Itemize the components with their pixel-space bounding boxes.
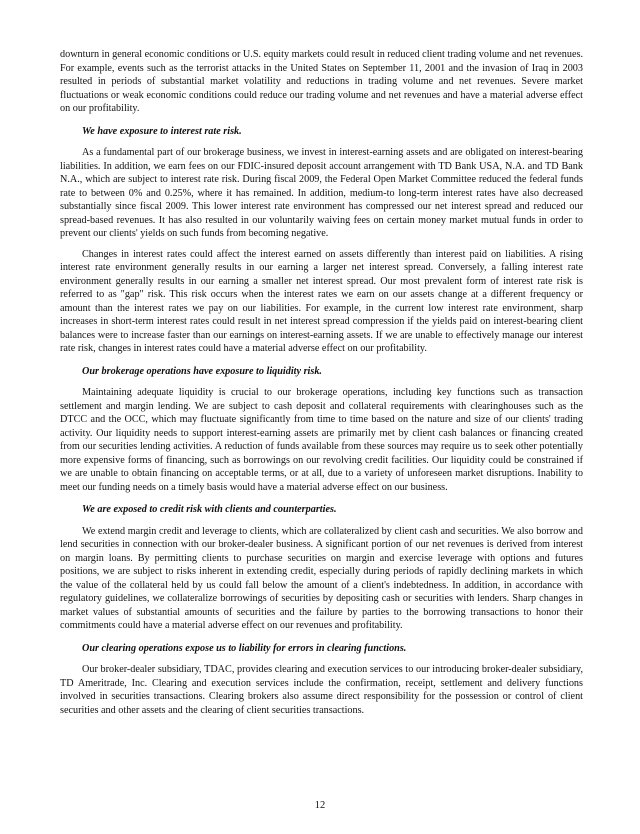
heading-interest-rate-risk: We have exposure to interest rate risk. [82,125,242,137]
heading-clearing-errors: Our clearing operations expose us to liability for errors in clearing functions. [82,642,407,654]
heading-liquidity-risk: Our brokerage operations have exposure to liquidity risk. [82,365,322,377]
document-page [60,48,583,717]
page-number: 12 [314,800,326,811]
paragraph-liquidity: Maintaining adequate liquidity is crucial to our brokerage operations, including key functions such as transaction settlement and margin lending. We are subject to cash deposit and collateral requirements with clearinghouses such as the DTCC and the OCC, which may fluctuate significantly from time to time based on the nature and size of our clients' trading activity. Our liquidity needs to support interest-earning assets are primarily met by client cash balances or financing created from our securities lending activities. A reduction of funds available from these sources may require us to seek other potentially more expensive forms of financing, such as borrowings on our revolving credit facilities. Our liquidity could be constrained if we are unable to obtain financing on acceptable terms, or at all, due to a variety of unforeseen market disruptions. Inability to meet our funding needs on a timely basis would have a material adverse effect on our business. [60,387,583,493]
heading-credit-risk: We are exposed to credit risk with clients and counterparties. [82,504,337,515]
paragraph-clearing: Our broker-dealer subsidiary, TDAC, provides clearing and execution services to our introducing broker-dealer subsidiary, TD Ameritrade, Inc. Clearing and execution services include the confirmation, receipt, settlement and delivery functions involved in securities transactions. Clearing brokers also assume direct responsibility for the possession or control of client securities and other assets and the clearing of client securities transactions. [60,664,583,716]
paragraph-interest-rate-2: Changes in interest rates could affect the interest earned on assets differently than interest paid on liabilities. A rising interest rate environment generally results in our earning a larger net interest spread. Conversely, a falling interest rate environment generally results in our earning a smaller net interest spread. Our most prevalent form of interest rate risk is referred to as "gap" risk. This risk occurs when the interest rates we earn on our assets change at a different frequency or amount than the interest rates we pay on our liabilities. For example, in the current low interest rate environment, sharp increases in short-term interest rates could result in net interest spread compression if the yields paid on interest-bearing client balances were to increase faster than our earnings on interest-earning assets. If we are unable to effectively manage our interest rate risk, changes in interest rates could have a material adverse effect on our profitability. [60,248,583,354]
paragraph-interest-rate-1: As a fundamental part of our brokerage business, we invest in interest-earning assets and are obligated on interest-bearing liabilities. In addition, we earn fees on our FDIC-insured deposit account arrangement with TD Bank USA, N.A. and TD Bank N.A., which are subject to interest rate risk. During fiscal 2009, the Federal Open Market Committee reduced the federal funds rate to between 0% and 0.25%, where it has remained. In addition, medium-to long-term interest rates have also decreased substantially since fiscal 2009. This lower interest rate environment has compressed our net interest spread and reduced our spread-based revenues. It has also resulted in our voluntarily waiving fees on certain money market mutual funds in order to prevent our clients' yields on such funds from becoming negative. [60,147,583,239]
paragraph-market-conditions: downturn in general economic conditions or U.S. equity markets could result in reduced client trading volume and net revenues. For example, events such as the terrorist attacks in the United States on September 11, 2001 and the invasion of Iraq in 2003 resulted in periods of substantial market volatility and reductions in trading volume and net revenues. Severe market fluctuations or weak economic conditions could reduce our trading volume and net revenues and have a material adverse effect on our profitability. [60,49,583,114]
paragraph-credit: We extend margin credit and leverage to clients, which are collateralized by client cash and securities. We also borrow and lend securities in connection with our broker-dealer business. A significant portion of our net revenues is derived from interest on margin loans. By permitting clients to purchase securities on margin and exercise leverage with options and futures positions, we are subject to risks inherent in extending credit, especially during periods of rapidly declining markets in which the value of the collateral held by us could fall below the amount of a client's indebtedness. In addition, in accordance with regulatory guidelines, we collateralize borrowings of securities by depositing cash or securities with lenders. Sharp changes in market values of substantial amounts of securities and the failure by parties to the borrowing transactions to honor their commitments could have a material adverse effect on our revenues and profitability. [60,525,583,631]
